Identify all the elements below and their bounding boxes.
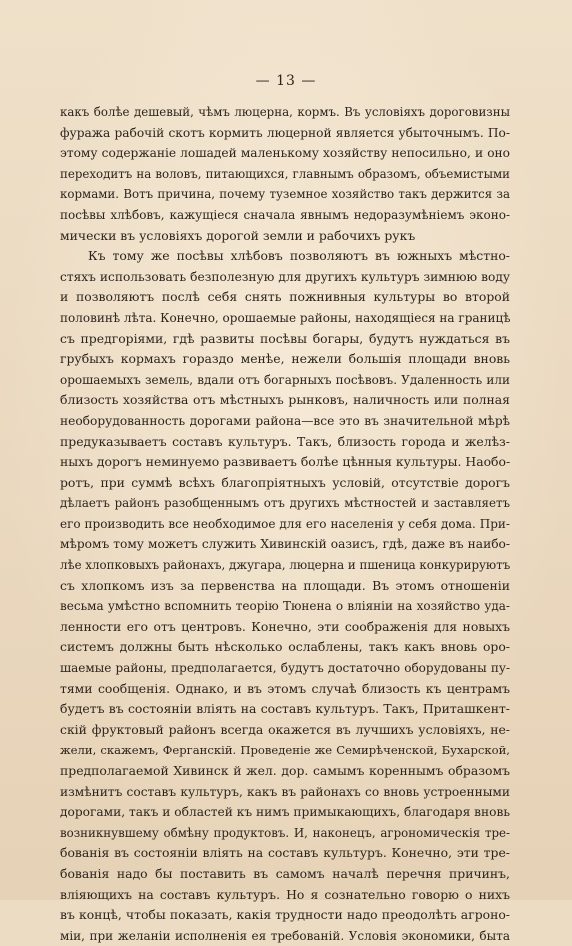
text-line: ленности его отъ центровъ. Конечно, эти соображенія для новыхъ — [60, 618, 510, 634]
text-line: будетъ въ состояніи вліять на составъ культуръ. Такъ, Приташкент- — [60, 701, 510, 717]
text-line: въ концѣ, чтобы показать, какія трудности надо преодолѣть агроно- — [60, 907, 510, 923]
text-line: близость хозяйства отъ мѣстныхъ рынковъ, наличность или полная — [60, 392, 510, 408]
text-line: какъ болѣе дешевый, чѣмъ люцерна, кормъ. Въ условіяхъ дороговизны — [60, 105, 510, 119]
text-line: бованія въ состояніи вліять на составъ культуръ. Конечно, эти тре- — [60, 845, 510, 861]
text-line: фуража рабочій скотъ кормить люцерной является убыточнымъ. По- — [60, 125, 510, 140]
body-text — [60, 102, 510, 946]
text-line: вліяющихъ на составъ культуръ. Но я сознательно говорю о нихъ — [60, 886, 510, 902]
text-line: переходитъ на воловъ, питающихся, главнымъ образомъ, объемистыми — [60, 166, 510, 181]
text-line: мически въ условіяхъ дорогой земли и рабочихъ рукъ — [60, 227, 416, 243]
text-line: орошаемыхъ земель, вдали отъ богарныхъ посѣвовъ. Удаленность или — [60, 372, 510, 387]
text-line: весьма умѣстно вспомнить теорію Тюнена о вліяніи на хозяйство уда- — [60, 599, 510, 614]
text-line: лѣе хлопковыхъ районахъ, джугара, люцерна и пшеница конкурируютъ — [60, 558, 510, 573]
text-line: съ предгоріями, гдѣ развиты посѣвы богары, будутъ нуждаться въ — [60, 330, 510, 346]
text-line: предполагаемой Хивинск й жел. дор. самымъ кореннымъ образомъ — [60, 763, 510, 778]
text-line: мѣромъ тому можетъ служить Хивинскій оазисъ, гдѣ, даже въ наибо- — [60, 537, 510, 552]
text-line: половинѣ лѣта. Конечно, орошаемые районы, находящіеся на границѣ — [60, 310, 510, 325]
text-line: системъ должны быть нѣсколько ослаблены, такъ какъ вновь оро- — [60, 639, 510, 655]
page-number: — 13 — — [255, 73, 317, 89]
text-line: измѣнитъ составъ культуръ, какъ въ районахъ со вновь устроенными — [60, 784, 510, 799]
text-line: Къ тому же посѣвы хлѣбовъ позволяютъ въ южныхъ мѣстно- — [88, 248, 510, 264]
text-line: шаемые районы, предполагается, будутъ достаточно оборудованы пу- — [60, 661, 510, 676]
text-line: жели, скажемъ, Ферганскій. Проведеніе же Семирѣченской, Бухарской, — [60, 743, 510, 758]
text-line: этому содержаніе лошадей маленькому хозяйству непосильно, и оно — [60, 146, 510, 161]
text-line: дѣлаетъ районъ разобщеннымъ отъ другихъ мѣстностей и заставляетъ — [60, 496, 510, 511]
text-line: бованія надо бы поставить въ самомъ началѣ перечня причинъ, — [60, 865, 510, 881]
text-line: ротъ, при суммѣ всѣхъ благопріятныхъ условій, отсутствіе дорогъ — [60, 474, 510, 490]
text-line: посѣвы хлѣбовъ, кажущіеся сначала явнымъ недоразумѣніемъ эконо- — [60, 207, 510, 222]
text-line: дорогами, такъ и областей къ нимъ примыкающихъ, благодаря вновь — [60, 805, 510, 820]
text-line: и позволяютъ послѣ себя снять пожнивныя культуры во второй — [60, 289, 510, 305]
text-line: возникнувшему обмѣну продуктовъ. И, наконецъ, агрономическія тре- — [60, 825, 510, 840]
text-line: міи, при желаніи исполненія ея требованій. Условія экономики, быта — [60, 928, 510, 943]
text-line: кормами. Вотъ причина, почему туземное хозяйство такъ держится за — [60, 187, 510, 202]
text-line: предуказываетъ составъ культуръ. Такъ, близость города и желѣз- — [60, 433, 510, 449]
text-line: его производить все необходимое для его населенія у себя дома. При- — [60, 516, 510, 531]
text-line: грубыхъ кормахъ гораздо менѣе, нежели большія площади вновь — [60, 351, 510, 367]
text-line: съ хлопкомъ изъ за первенства на площади. Въ этомъ отношеніи — [60, 577, 510, 593]
text-line: тями сообщенія. Однако, и въ этомъ случаѣ близость къ центрамъ — [60, 680, 510, 696]
text-line: необорудованность дорогами района—все это въ значительной мѣрѣ — [60, 413, 510, 428]
text-line: ныхъ дорогъ неминуемо развиваетъ болѣе цѣнныя культуры. Наобо- — [60, 454, 510, 470]
text-line: стяхъ использовать безполезную для другихъ культуръ зимнюю воду — [60, 269, 510, 284]
text-line: скій фруктовый районъ всегда окажется въ лучшихъ условіяхъ, не- — [60, 721, 510, 737]
